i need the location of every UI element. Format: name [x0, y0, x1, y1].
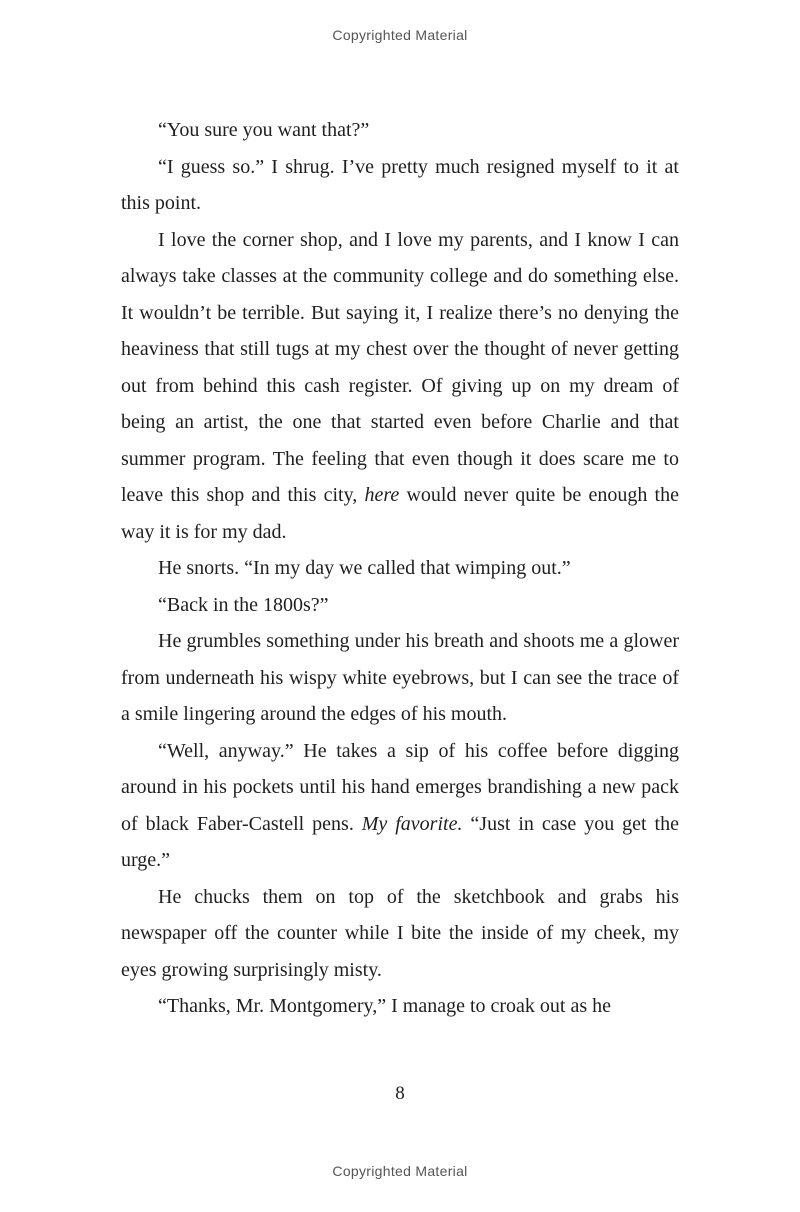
paragraph [121, 879, 679, 989]
page-body [121, 112, 679, 1025]
text-run: I love the corner shop, and I love my parents, and I know I can always take classes at the community college and do something else. It wouldn’t be terrible. But saying it, I realize there’s no denying the heaviness that still tugs at my chest over the thought of never getting out from behind this cash register. Of giving up on my dream of being an artist, the one that started even before Charlie and that summer program. The feeling that even though it does scare me to leave this shop and this city, [121, 228, 679, 506]
text-run: “You sure you want that?” [158, 119, 370, 141]
text-run: would never quite be enough the way it is for my dad. [121, 484, 679, 543]
text-run-italic: My favorite. [361, 812, 463, 835]
paragraph [121, 222, 679, 551]
text-run: “Just in case you get the urge.” [121, 812, 679, 871]
copyright-watermark-top: Copyrighted Material [332, 27, 468, 43]
paragraph [121, 733, 679, 879]
paragraph [121, 149, 679, 222]
paragraph [121, 550, 679, 587]
text-run: He grumbles something under his breath and shoots me a glower from underneath his wispy white eyebrows, but I can see the trace of a smile lingering around the edges of his mouth. [121, 630, 679, 725]
text-run: “Back in the 1800s?” [158, 593, 329, 616]
paragraph [121, 988, 679, 1025]
copyright-watermark-bottom: Copyrighted Material [332, 1163, 468, 1179]
text-run-italic: here [364, 484, 400, 506]
page-number: 8 [395, 1083, 405, 1104]
paragraph [121, 623, 679, 733]
text-run: He chucks them on top of the sketchbook and grabs his newspaper off the counter while I bite the inside of my cheek, my eyes growing surprisingly misty. [121, 885, 679, 981]
text-run: “Thanks, Mr. Montgomery,” I manage to croak out as he [158, 995, 612, 1017]
text-run: “I guess so.” I shrug. I’ve pretty much resigned myself to it at this point. [121, 155, 679, 214]
paragraph [121, 587, 679, 624]
text-run: He snorts. “In my day we called that wimping out.” [158, 557, 571, 579]
paragraph [121, 112, 679, 149]
text-run: “Well, anyway.” He takes a sip of his coffee before digging around in his pockets until his hand emerges brandishing a new pack of black Faber-Castell pens. [121, 739, 679, 835]
